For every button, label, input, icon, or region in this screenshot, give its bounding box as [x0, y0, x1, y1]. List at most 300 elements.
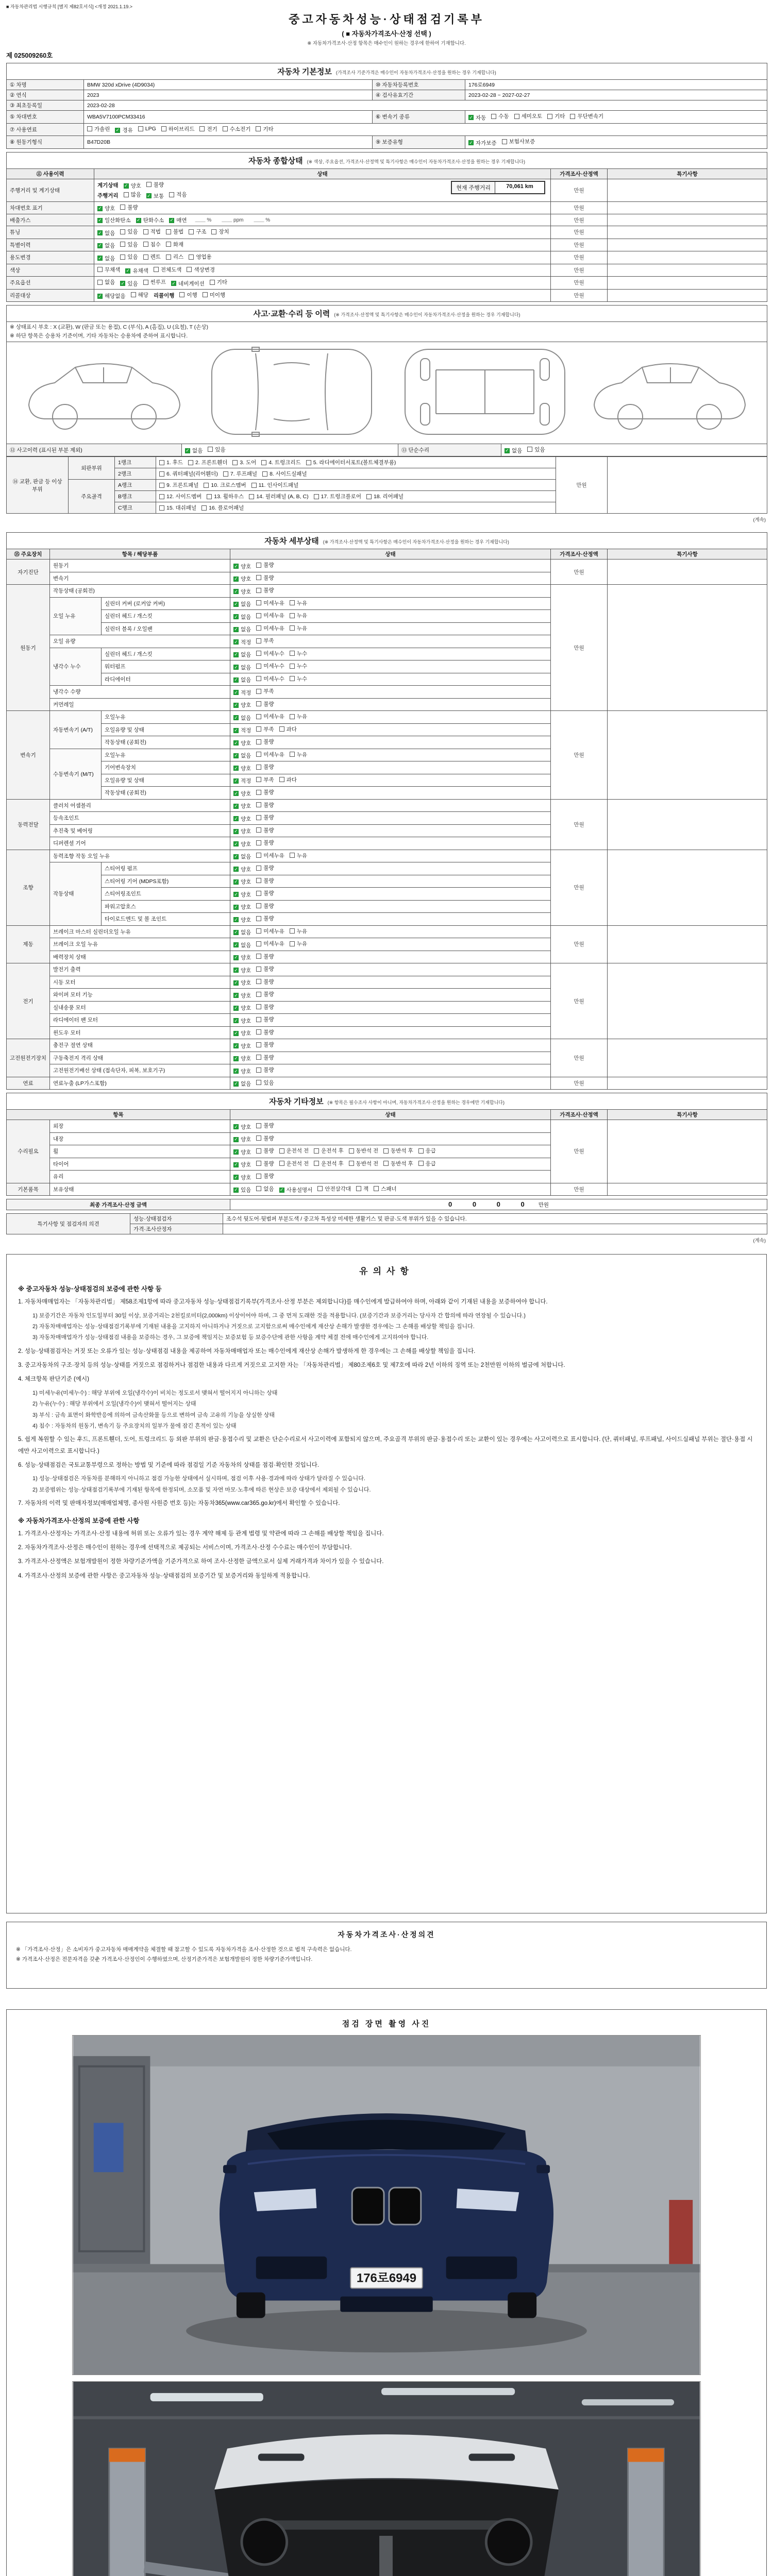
- checkbox-option[interactable]: [256, 751, 284, 758]
- section-title-overall: 자동차 종합상태 (※ 색상, 주요옵션, 가격조사·산정액 및 특기사항은 매수인이 자동차가격조사·산정을 원하는 경우 기재합니다): [7, 152, 767, 168]
- checkbox-option[interactable]: [204, 481, 246, 489]
- checkbox-label: 양호: [241, 866, 251, 873]
- checkbox-option[interactable]: [159, 470, 218, 478]
- checkbox-option[interactable]: [256, 725, 274, 733]
- checkbox-option[interactable]: [279, 1147, 309, 1155]
- empty-box-icon: [314, 1148, 319, 1154]
- empty-box-icon: [169, 192, 174, 197]
- checkbox-option[interactable]: [290, 599, 307, 607]
- checkbox-option[interactable]: [233, 1148, 251, 1156]
- checkbox-label: 적법: [150, 229, 161, 235]
- checkbox-label: 5. 라디에이터서포트(볼트체결부품): [313, 460, 396, 466]
- checkbox-option[interactable]: [262, 470, 307, 478]
- checked-box-icon: ✓: [234, 1068, 238, 1074]
- checkbox-option[interactable]: [233, 790, 251, 798]
- checkbox-option[interactable]: [211, 228, 229, 235]
- checkbox-option[interactable]: [233, 588, 251, 596]
- checkbox-label: 11. 인사이드패널: [258, 482, 299, 489]
- checkbox-option[interactable]: [97, 205, 115, 212]
- checkbox-option[interactable]: [189, 228, 206, 235]
- checkbox-option[interactable]: [233, 1042, 251, 1050]
- checkbox-option[interactable]: [256, 1015, 274, 1023]
- checkbox-option[interactable]: [256, 662, 284, 670]
- checkbox-option[interactable]: [256, 902, 274, 910]
- checkbox-option[interactable]: [256, 953, 274, 960]
- checked-box-icon: ✓: [234, 727, 238, 733]
- checkbox-option[interactable]: [256, 650, 284, 657]
- checkbox-option[interactable]: [233, 1186, 251, 1194]
- checked-box-icon: ✓: [234, 753, 238, 758]
- empty-box-icon: [256, 815, 261, 820]
- checkbox-option[interactable]: [188, 459, 227, 466]
- checkbox-option[interactable]: [233, 928, 251, 936]
- empty-box-icon: [143, 242, 148, 247]
- checkbox-option[interactable]: [233, 1136, 251, 1143]
- checkbox-option[interactable]: [290, 675, 307, 683]
- checkbox-option[interactable]: [233, 802, 251, 810]
- valuation-title: 자동차가격조사·산정의견: [338, 1930, 435, 1939]
- recall-done-options: [179, 293, 230, 299]
- checkbox-option[interactable]: [97, 278, 115, 286]
- checkbox-option[interactable]: [208, 446, 225, 453]
- notices-title: 유의사항: [359, 1266, 414, 1277]
- checkbox-option[interactable]: [468, 114, 486, 122]
- checkbox-option[interactable]: [233, 815, 251, 823]
- checkbox-option[interactable]: [97, 266, 120, 274]
- checkbox-option[interactable]: [233, 638, 251, 646]
- checkbox-option[interactable]: [233, 1174, 251, 1181]
- checkbox-option[interactable]: [233, 664, 251, 671]
- checkbox-option[interactable]: [570, 112, 603, 120]
- photo-underside-view: [72, 2381, 701, 2576]
- checkbox-option[interactable]: [207, 493, 244, 500]
- empty-box-icon: [223, 126, 228, 131]
- checkbox-option[interactable]: [166, 253, 183, 261]
- fuel-label: ⑦ 사용연료: [7, 123, 84, 136]
- checkbox-option[interactable]: [187, 266, 215, 274]
- checkbox-option[interactable]: [233, 979, 251, 987]
- checkbox-option[interactable]: [201, 504, 244, 512]
- checkbox-option[interactable]: [256, 1079, 274, 1087]
- checked-box-icon: ✓: [115, 127, 120, 132]
- checkbox-option[interactable]: [256, 788, 274, 796]
- recall-options: [97, 293, 154, 299]
- checkbox-label: 7. 루프패널: [230, 471, 258, 478]
- checkbox-option[interactable]: [223, 125, 251, 133]
- checkbox-option[interactable]: [256, 637, 274, 645]
- checkbox-option[interactable]: [349, 1147, 379, 1155]
- vin-label: ⑤ 차대번호: [7, 111, 84, 124]
- checkbox-option[interactable]: [279, 725, 297, 733]
- checkbox-option[interactable]: [233, 613, 251, 621]
- checkbox-option[interactable]: [138, 126, 156, 132]
- first-reg-label: ③ 최초등록일: [7, 100, 84, 111]
- sub-label: 리콜이행: [153, 293, 175, 299]
- checkbox-option[interactable]: [256, 1185, 274, 1193]
- col-device: ⑮ 주요장치: [7, 549, 50, 560]
- checkbox-option[interactable]: [233, 739, 251, 747]
- checked-box-icon: ✓: [234, 626, 238, 632]
- valuation-line1: ※ 「가격조사·산정」은 소비자가 중고자동차 매매계약을 체결할 때 참고할 수 있도록 자동차가격을 조사·산정한 것으로 법적 구속력은 없습니다.: [16, 1946, 352, 1953]
- checkbox-option[interactable]: [249, 493, 308, 500]
- checkbox-option[interactable]: [256, 877, 274, 885]
- checkbox-label: 4. 트렁크리드: [268, 460, 301, 466]
- checkbox-option[interactable]: [256, 624, 284, 632]
- checkbox-option[interactable]: [233, 941, 251, 949]
- notice-subitem: 1) 성능·상태점검은 자동차를 분해하지 아니하고 점검 가능한 상태에서 실시하며, 점검 이후 사용·경과에 따라 상태가 달라질 수 있습니다.: [32, 1476, 365, 1482]
- checkbox-option[interactable]: [179, 291, 197, 299]
- checkbox-label: 양호: [241, 588, 251, 595]
- checkbox-option[interactable]: [233, 840, 251, 848]
- checkbox-option[interactable]: [120, 280, 138, 287]
- checkbox-option[interactable]: [547, 112, 565, 120]
- row-label: 오일누유: [102, 749, 230, 761]
- checkbox-option[interactable]: [256, 125, 273, 133]
- checkbox-option[interactable]: [233, 701, 251, 709]
- checkbox-option[interactable]: [159, 493, 201, 500]
- checkbox-option[interactable]: [97, 255, 115, 262]
- checkbox-label: 불량: [263, 1042, 274, 1048]
- checkbox-label: 누유: [296, 852, 308, 859]
- price-cell: 만원: [551, 963, 608, 1039]
- checkbox-option[interactable]: [314, 1147, 344, 1155]
- checkbox-option[interactable]: [290, 852, 307, 859]
- checkbox-option[interactable]: [233, 689, 251, 697]
- checkbox-option[interactable]: [203, 291, 225, 299]
- checkbox-option[interactable]: [143, 253, 161, 261]
- empty-box-icon: [256, 689, 261, 694]
- checkbox-option[interactable]: [256, 713, 284, 720]
- empty-box-icon: [256, 701, 261, 706]
- checkbox-option[interactable]: [87, 125, 110, 133]
- checkbox-option[interactable]: [233, 866, 251, 873]
- warranty-options: [465, 136, 767, 149]
- checked-box-icon: ✓: [172, 280, 176, 286]
- checkbox-option[interactable]: [279, 1160, 309, 1167]
- row-label: 라디에이터 팬 모터: [50, 1014, 230, 1027]
- checkbox-option[interactable]: [233, 1029, 251, 1037]
- checkbox-option[interactable]: [233, 600, 251, 608]
- checkbox-option[interactable]: [261, 459, 300, 466]
- checkbox-option[interactable]: [290, 713, 307, 720]
- checkbox-option[interactable]: [136, 216, 164, 224]
- checkbox-label: 2. 프론트휀더: [195, 460, 228, 466]
- checkbox-option[interactable]: [143, 241, 161, 248]
- checked-box-icon: ✓: [234, 1043, 238, 1048]
- empty-box-icon: [570, 114, 575, 119]
- checkbox-option[interactable]: [290, 650, 307, 657]
- checkbox-option[interactable]: [120, 241, 138, 248]
- notice-item: 3. 중고자동차의 구조·장치 등의 성능·상태를 거짓으로 점검하거나 점검한 내용과 다르게 거짓으로 고지한 자는 「자동차관리법」 제80조제6호 및 제7호에 따라 2년 이하의 징역 또는 2천만원 이하의 벌금에 처합니다.: [18, 1362, 565, 1368]
- col-price: 가격조사·산정액: [551, 1110, 608, 1120]
- row-label: 워터펌프: [102, 660, 230, 673]
- checkbox-label: 불량: [263, 966, 274, 973]
- checkbox-option[interactable]: [502, 138, 535, 145]
- checkbox-option[interactable]: [256, 927, 284, 935]
- checkbox-label: 불량: [263, 1067, 274, 1074]
- checkbox-option[interactable]: [233, 765, 251, 772]
- checkbox-option[interactable]: [256, 864, 274, 872]
- note-cell: [608, 264, 767, 277]
- empty-box-icon: [547, 114, 552, 119]
- empty-box-icon: [279, 777, 284, 782]
- odometer-value: 70,061 km: [506, 183, 533, 190]
- checkbox-option[interactable]: [233, 827, 251, 835]
- checkbox-option[interactable]: [256, 561, 274, 569]
- checkbox-option[interactable]: [356, 1185, 368, 1193]
- checkbox-option[interactable]: [169, 191, 187, 198]
- checkbox-option[interactable]: [418, 1160, 436, 1167]
- checkbox-option[interactable]: [159, 504, 196, 512]
- checkbox-option[interactable]: [306, 459, 396, 466]
- checkbox-label: 불량: [263, 953, 274, 960]
- empty-box-icon: [383, 1148, 389, 1154]
- title-block: [6, 11, 767, 46]
- checkbox-option[interactable]: [290, 612, 307, 619]
- col-note: 특기사항: [608, 168, 767, 179]
- col-price: 가격조사·산정액: [551, 168, 608, 179]
- row-label: 스티어링 펌프: [102, 862, 230, 875]
- checkbox-option[interactable]: [256, 978, 274, 986]
- checkbox-option[interactable]: [256, 839, 274, 846]
- group-label: 기본품목: [7, 1183, 50, 1196]
- checkbox-option[interactable]: [256, 1028, 274, 1036]
- checkbox-label: 없음: [241, 854, 251, 860]
- empty-box-icon: [256, 777, 261, 782]
- checkbox-option[interactable]: [256, 801, 274, 809]
- checkbox-option[interactable]: [115, 126, 132, 134]
- checkbox-option[interactable]: [185, 447, 203, 454]
- checkbox-option[interactable]: [256, 852, 284, 859]
- checkbox-option[interactable]: [143, 228, 161, 235]
- checkbox-label: 장치: [219, 229, 229, 235]
- checkbox-option[interactable]: [279, 776, 297, 784]
- checkbox-option[interactable]: [233, 752, 251, 759]
- checkbox-option[interactable]: [468, 139, 497, 147]
- checkbox-option[interactable]: [233, 1123, 251, 1131]
- checkbox-label: 탄화수소: [143, 217, 164, 224]
- checkbox-option[interactable]: [146, 192, 164, 200]
- checked-box-icon: ✓: [234, 841, 238, 846]
- empty-box-icon: [166, 229, 171, 234]
- empty-box-icon: [290, 853, 295, 858]
- checkbox-option[interactable]: [169, 216, 187, 224]
- checkbox-option[interactable]: [256, 914, 274, 922]
- notice-item: 4. 가격조사·산정의 보증에 관한 사항은 중고자동차 성능·상태점검의 보증기간 및 보증거리와 동일하게 적용합니다.: [18, 1572, 310, 1579]
- checkbox-option[interactable]: [256, 763, 274, 771]
- price-cell: 만원: [551, 214, 608, 226]
- checkbox-option[interactable]: [314, 1160, 344, 1167]
- col-item: 항목: [7, 1110, 230, 1120]
- checkbox-option[interactable]: [256, 1041, 274, 1048]
- checkbox-option[interactable]: [233, 891, 251, 899]
- state-options: [230, 1064, 551, 1077]
- checkbox-option[interactable]: [233, 1080, 251, 1088]
- checked-box-icon: ✓: [170, 217, 174, 223]
- checkbox-option[interactable]: [233, 992, 251, 999]
- rank1-options: [156, 457, 556, 468]
- checkbox-option[interactable]: [233, 916, 251, 924]
- checkbox-option[interactable]: [146, 181, 164, 189]
- legend-line2: ※ 하단 항목은 승용차 기준이며, 기타 자동차는 승용차에 준하여 표시합니다.: [10, 332, 188, 339]
- checkbox-option[interactable]: [223, 470, 257, 478]
- checkbox-option[interactable]: [233, 676, 251, 684]
- checkbox-label: 사용설명서: [286, 1187, 313, 1194]
- checked-box-icon: ✓: [234, 639, 238, 645]
- checkbox-option[interactable]: [161, 125, 195, 133]
- checkbox-option[interactable]: [256, 574, 274, 582]
- checkbox-option[interactable]: [256, 1122, 274, 1129]
- checkbox-option[interactable]: [233, 651, 251, 658]
- checkbox-option[interactable]: [199, 125, 217, 133]
- checkbox-option[interactable]: [124, 182, 141, 190]
- checkbox-option[interactable]: [232, 459, 256, 466]
- checked-box-icon: ✓: [136, 217, 141, 223]
- checkbox-option[interactable]: [233, 954, 251, 961]
- checkbox-option[interactable]: [256, 612, 284, 619]
- checkbox-option[interactable]: [290, 662, 307, 670]
- checkbox-option[interactable]: [159, 459, 183, 466]
- row-label: 오일누유: [102, 711, 230, 724]
- checkbox-label: 색상변경: [194, 266, 215, 273]
- checkbox-option[interactable]: [210, 278, 227, 286]
- checkbox-label: 없음: [241, 1081, 251, 1088]
- checkbox-option[interactable]: [256, 738, 274, 745]
- checkbox-option[interactable]: [233, 625, 251, 633]
- row-label: 윈도우 모터: [50, 1026, 230, 1039]
- checked-box-icon: ✓: [234, 1137, 238, 1142]
- checkbox-option[interactable]: [166, 241, 183, 248]
- checkbox-option[interactable]: [256, 889, 274, 897]
- checkbox-option[interactable]: [131, 291, 148, 299]
- checkbox-option[interactable]: [120, 253, 138, 261]
- checkbox-option[interactable]: [256, 965, 274, 973]
- checkbox-option[interactable]: [97, 229, 115, 237]
- checkbox-option[interactable]: [314, 493, 361, 500]
- empty-box-icon: [256, 1017, 261, 1022]
- checkbox-option[interactable]: [233, 853, 251, 860]
- checkbox-option[interactable]: [383, 1147, 413, 1155]
- checkbox-option[interactable]: [317, 1185, 351, 1193]
- state-options: [230, 837, 551, 850]
- checkbox-option[interactable]: [290, 624, 307, 632]
- checkbox-label: 미세누유: [263, 613, 284, 619]
- checkbox-option[interactable]: [256, 1003, 274, 1011]
- checkbox-option[interactable]: [171, 280, 205, 287]
- checkbox-option[interactable]: [120, 204, 138, 211]
- checkbox-option[interactable]: [233, 1055, 251, 1062]
- checkbox-option[interactable]: [256, 687, 274, 695]
- section-title-basic: 자동차 기본정보 (가격조사 기준가격은 매수인이 자동차가격조사·산정을 원하는 경우 기재합니다): [7, 63, 767, 80]
- checkbox-option[interactable]: [233, 726, 251, 734]
- checkbox-option[interactable]: [256, 1134, 274, 1142]
- checkbox-option[interactable]: [290, 940, 307, 947]
- fuel-options: [84, 123, 767, 136]
- checkbox-label: 양호: [241, 1174, 251, 1181]
- checkbox-option[interactable]: [279, 1186, 313, 1194]
- note-cell: [608, 179, 767, 201]
- checkbox-option[interactable]: [256, 700, 274, 708]
- checkbox-option[interactable]: [233, 777, 251, 785]
- checkbox-option[interactable]: [233, 878, 251, 886]
- note-cell: [608, 1183, 767, 1196]
- checkbox-option[interactable]: [97, 292, 126, 300]
- checkbox-option[interactable]: [143, 278, 166, 286]
- checkbox-option[interactable]: [256, 586, 274, 594]
- checkbox-option[interactable]: [256, 1160, 274, 1167]
- checkbox-option[interactable]: [256, 1172, 274, 1180]
- checkbox-option[interactable]: [166, 228, 183, 235]
- empty-box-icon: [187, 267, 192, 272]
- checkbox-label: 있음: [263, 1079, 274, 1086]
- checkbox-option[interactable]: [256, 814, 274, 821]
- checkbox-option[interactable]: [233, 714, 251, 722]
- checkbox-option[interactable]: [418, 1147, 436, 1155]
- checkbox-option[interactable]: [233, 1161, 251, 1168]
- checkbox-option[interactable]: [97, 242, 115, 249]
- checkbox-option[interactable]: [256, 776, 274, 784]
- checkbox-option[interactable]: [256, 940, 284, 947]
- checkbox-option[interactable]: [514, 112, 543, 120]
- checkbox-option[interactable]: [349, 1160, 379, 1167]
- checkbox-option[interactable]: [256, 1147, 274, 1155]
- checkbox-option[interactable]: [290, 751, 307, 758]
- checkbox-label: 양호: [241, 576, 251, 583]
- checkbox-option[interactable]: [505, 447, 522, 454]
- checkbox-option[interactable]: [383, 1160, 413, 1167]
- state-options: [230, 673, 551, 686]
- checkbox-label: 없음: [241, 664, 251, 671]
- checkbox-option[interactable]: [256, 599, 284, 607]
- checkbox-option[interactable]: [97, 216, 131, 224]
- checkbox-label: 양호: [241, 1043, 251, 1049]
- checkbox-label: 부족: [263, 688, 274, 695]
- checkbox-option[interactable]: [256, 1066, 274, 1074]
- checkbox-option[interactable]: [527, 446, 545, 453]
- car-diagram: [16, 343, 758, 441]
- group-label: 제동: [7, 925, 50, 963]
- checkbox-option[interactable]: [233, 575, 251, 583]
- checkbox-option[interactable]: [233, 1017, 251, 1025]
- checkbox-option[interactable]: [159, 481, 198, 489]
- checkbox-option[interactable]: [366, 493, 404, 500]
- checkbox-option[interactable]: [120, 228, 138, 235]
- checkbox-option[interactable]: [233, 967, 251, 974]
- checkbox-option[interactable]: [124, 191, 141, 198]
- year-value: 2023: [84, 90, 373, 100]
- checkbox-label: 17. 트렁크플로어: [321, 494, 361, 500]
- checked-box-icon: ✓: [126, 268, 130, 273]
- checkbox-option[interactable]: [256, 990, 274, 998]
- checked-box-icon: ✓: [234, 1187, 238, 1193]
- checkbox-label: 양호: [241, 563, 251, 570]
- checkbox-option[interactable]: [256, 1054, 274, 1061]
- checkbox-option[interactable]: [374, 1185, 396, 1193]
- checkbox-option[interactable]: [251, 481, 299, 489]
- notices-heading2: ※ 자동차가격조사·산정의 보증에 관한 사항: [18, 1517, 140, 1524]
- checkbox-option[interactable]: [233, 903, 251, 911]
- checkbox-option[interactable]: [233, 563, 251, 570]
- checkbox-option[interactable]: [189, 253, 211, 261]
- checkbox-option[interactable]: [233, 1067, 251, 1075]
- checkbox-option[interactable]: [233, 1004, 251, 1012]
- checkbox-option[interactable]: [290, 927, 307, 935]
- checkbox-option[interactable]: [154, 266, 182, 274]
- checkbox-option[interactable]: [256, 675, 284, 683]
- checkbox-option[interactable]: [125, 267, 148, 275]
- checkbox-option[interactable]: [256, 826, 274, 834]
- checkbox-option[interactable]: [491, 112, 509, 120]
